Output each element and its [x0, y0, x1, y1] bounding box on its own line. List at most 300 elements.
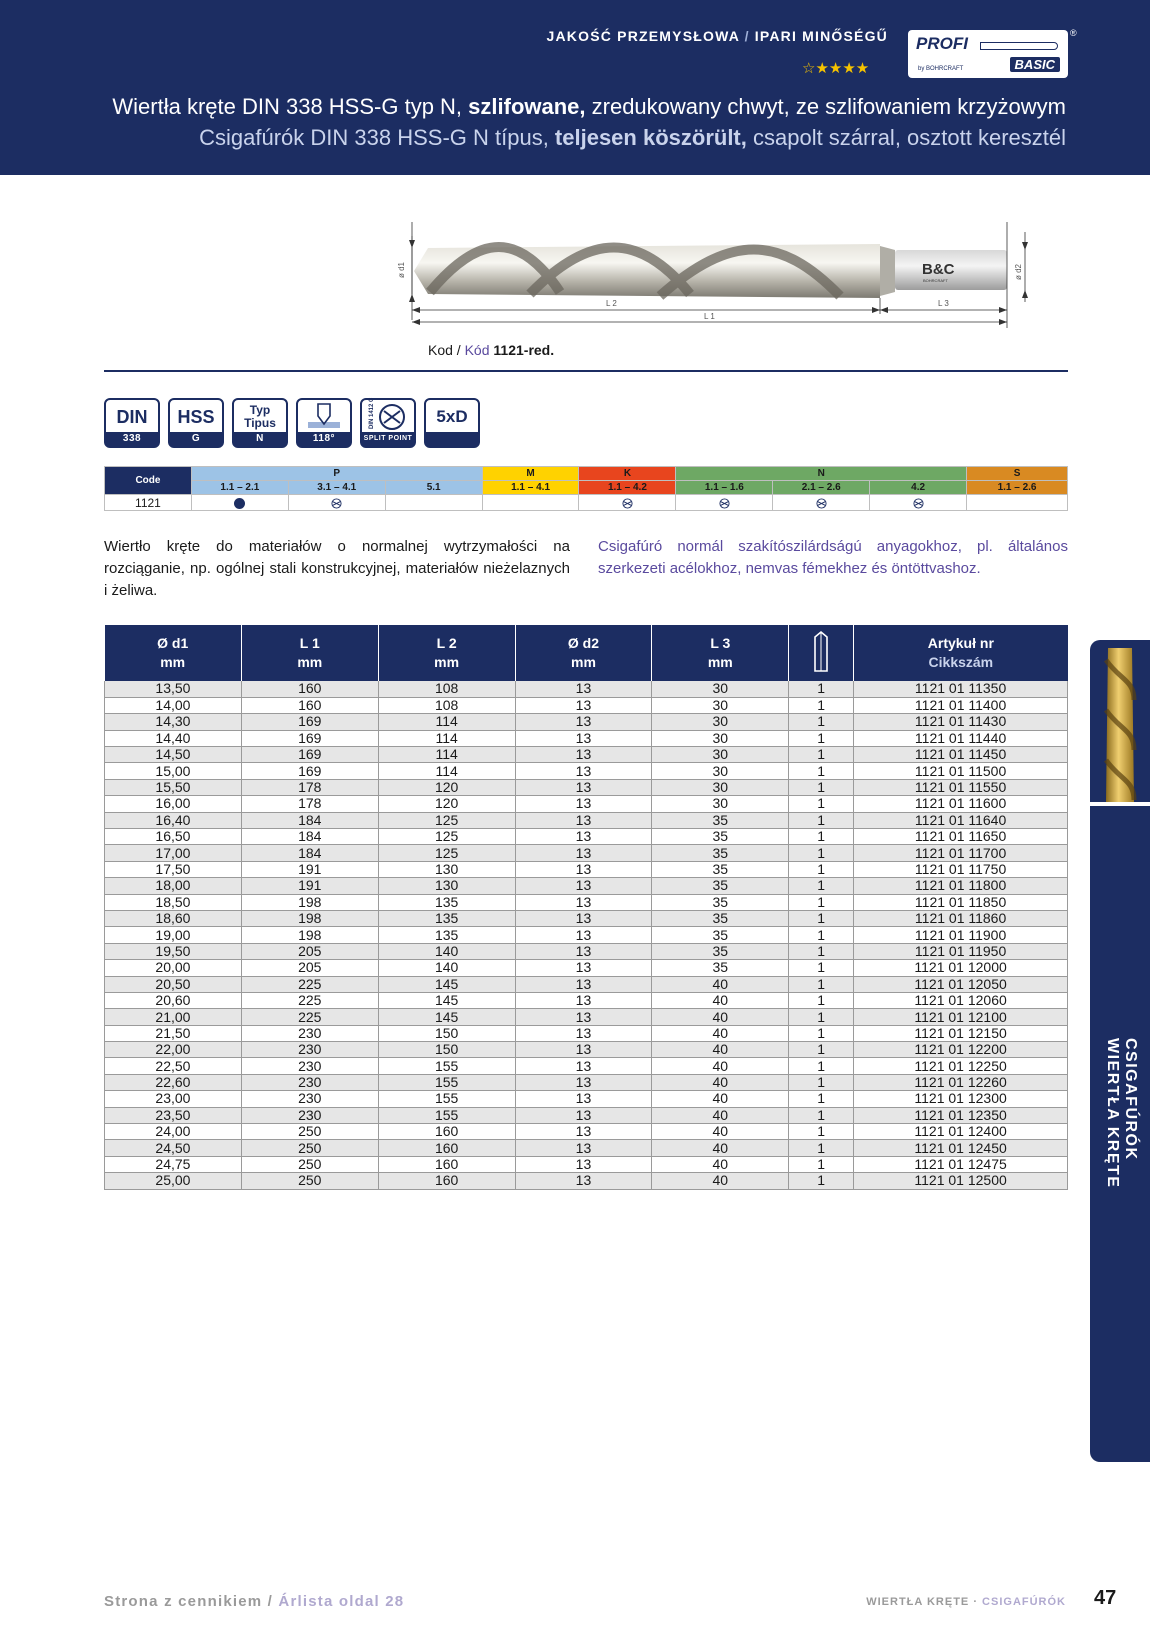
table-cell: 1121 01 12350 [854, 1107, 1068, 1123]
article-table-body [105, 681, 1068, 1189]
title-pl-post: zredukowany chwyt, ze szlifowaniem krzyżowym [585, 94, 1066, 119]
table-cell: 40 [652, 992, 789, 1008]
title-pl-bold: szlifowane, [468, 94, 586, 119]
table-row [105, 1025, 1068, 1041]
table-cell: 35 [652, 927, 789, 943]
table-cell: 18,60 [105, 910, 242, 926]
table-cell: 20,60 [105, 992, 242, 1008]
col-header-unit: mm [571, 654, 596, 670]
page-title-pl [112, 94, 1066, 120]
table-cell: 114 [378, 730, 515, 746]
5xd-icon-top: 5xD [436, 407, 468, 426]
table-row [105, 1091, 1068, 1107]
suitable-symbol-icon [816, 498, 827, 509]
table-cell: 1121 01 12050 [854, 976, 1068, 992]
table-cell: 160 [241, 681, 378, 697]
footer-section-hu: CSIGAFÚRÓK [982, 1596, 1066, 1608]
table-cell: 1121 01 11440 [854, 730, 1068, 746]
header-band [0, 0, 1150, 175]
table-cell: 20,50 [105, 976, 242, 992]
table-cell: 35 [652, 845, 789, 861]
table-cell: 13 [515, 714, 652, 730]
table-cell: 40 [652, 1124, 789, 1140]
table-cell: 35 [652, 960, 789, 976]
section-divider [104, 370, 1068, 372]
table-cell: 130 [378, 878, 515, 894]
type-n-icon [232, 398, 288, 448]
table-row [105, 681, 1068, 697]
table-cell: 1121 01 12450 [854, 1140, 1068, 1156]
profi-basic-logo [908, 30, 1068, 78]
material-group-k: K [579, 467, 676, 481]
code-label-hu: Kód [464, 342, 494, 358]
table-cell: 1121 01 11850 [854, 894, 1068, 910]
table-cell: 160 [378, 1156, 515, 1172]
table-cell: 35 [652, 812, 789, 828]
material-suitability-cell [967, 495, 1068, 511]
table-cell: 250 [241, 1124, 378, 1140]
table-row [105, 796, 1068, 812]
table-cell: 1 [789, 1042, 854, 1058]
table-cell: 30 [652, 730, 789, 746]
table-cell: 191 [241, 878, 378, 894]
table-cell: 155 [378, 1058, 515, 1074]
material-suitability-cell [385, 495, 482, 511]
table-cell: 1 [789, 730, 854, 746]
col-header-unit: mm [297, 654, 323, 670]
table-cell: 40 [652, 1025, 789, 1041]
quality-tag [547, 28, 888, 44]
table-row [105, 960, 1068, 976]
table-cell: 250 [241, 1140, 378, 1156]
table-cell: 13 [515, 1025, 652, 1041]
footer-pricelist [104, 1593, 404, 1610]
type-icon-line2: Tipus [244, 416, 276, 430]
logo-profi: PROFI [916, 34, 968, 53]
table-cell: 13 [515, 1042, 652, 1058]
din-338-icon [104, 398, 160, 448]
col-header-label-hu: Cikkszám [928, 654, 994, 670]
table-cell: 1121 01 12400 [854, 1124, 1068, 1140]
table-cell: 1 [789, 1025, 854, 1041]
table-cell: 40 [652, 1058, 789, 1074]
table-cell: 250 [241, 1173, 378, 1189]
table-cell: 114 [378, 747, 515, 763]
table-cell: 1 [789, 1107, 854, 1123]
drill-drawing [397, 222, 1080, 348]
table-row [105, 1074, 1068, 1090]
table-cell: 1 [789, 697, 854, 713]
table-cell: 35 [652, 878, 789, 894]
table-cell: 1121 01 11750 [854, 861, 1068, 877]
table-cell: 1121 01 11900 [854, 927, 1068, 943]
page-title-hu [199, 125, 1066, 151]
quality-tag-hu: IPARI MINŐSÉGŰ [754, 28, 888, 44]
label-d2: ø d2 [1014, 263, 1023, 280]
table-cell: 1 [789, 1009, 854, 1025]
table-cell: 1 [789, 829, 854, 845]
5xd-icon-bottom [426, 432, 478, 446]
table-cell: 155 [378, 1091, 515, 1107]
table-row [105, 894, 1068, 910]
col-header-d1 [105, 625, 242, 681]
table-cell: 155 [378, 1107, 515, 1123]
table-cell: 160 [378, 1140, 515, 1156]
material-suitability-cell [870, 495, 967, 511]
point-angle-value: 118° [298, 432, 350, 446]
primary-use-dot-icon [234, 498, 245, 509]
material-range-row [105, 481, 1068, 495]
material-row-code: 1121 [105, 495, 192, 511]
col-header-package [789, 625, 854, 681]
table-cell: 40 [652, 1173, 789, 1189]
table-cell: 18,00 [105, 878, 242, 894]
table-cell: 21,50 [105, 1025, 242, 1041]
table-cell: 125 [378, 812, 515, 828]
table-cell: 225 [241, 992, 378, 1008]
suitable-symbol-icon [331, 498, 342, 509]
quality-stars [802, 59, 869, 77]
table-cell: 1 [789, 1124, 854, 1140]
table-cell: 35 [652, 861, 789, 877]
material-suitability-cell [482, 495, 579, 511]
material-group-p: P [191, 467, 482, 481]
table-row [105, 697, 1068, 713]
table-cell: 23,00 [105, 1091, 242, 1107]
table-cell: 15,50 [105, 779, 242, 795]
table-row [105, 976, 1068, 992]
table-cell: 169 [241, 747, 378, 763]
table-cell: 1121 01 11640 [854, 812, 1068, 828]
label-l1: L 1 [704, 312, 715, 321]
table-cell: 21,00 [105, 1009, 242, 1025]
table-cell: 1121 01 12475 [854, 1156, 1068, 1172]
table-cell: 1 [789, 878, 854, 894]
table-cell: 1121 01 11430 [854, 714, 1068, 730]
table-cell: 169 [241, 730, 378, 746]
quality-tag-sep: / [739, 28, 755, 44]
star-full-icon: ★★★★ [815, 60, 870, 77]
table-row [105, 829, 1068, 845]
table-cell: 24,50 [105, 1140, 242, 1156]
table-cell: 13 [515, 812, 652, 828]
table-cell: 160 [241, 697, 378, 713]
col-header-unit: mm [707, 654, 733, 670]
table-cell: 1121 01 11400 [854, 697, 1068, 713]
title-hu-pre: Csigafúrók DIN 338 HSS-G N típus, [199, 125, 555, 150]
table-row [105, 812, 1068, 828]
table-cell: 178 [241, 796, 378, 812]
table-cell: 13 [515, 976, 652, 992]
table-cell: 13 [515, 927, 652, 943]
label-d1: ø d1 [397, 261, 406, 278]
registered-mark: ® [1070, 28, 1077, 38]
description-hu: Csigafúró normál szakítószilárdságú anyagokhoz, pl. általános szerkezeti acélokhoz, nemvas fémekhez és öntöttvashoz. [598, 538, 1068, 577]
table-cell: 120 [378, 796, 515, 812]
table-cell: 150 [378, 1025, 515, 1041]
type-icon-line1: Typ [249, 403, 271, 417]
table-cell: 230 [241, 1042, 378, 1058]
table-cell: 15,00 [105, 763, 242, 779]
table-cell: 13 [515, 1074, 652, 1090]
table-cell: 1 [789, 894, 854, 910]
col-header-article [854, 625, 1068, 681]
tin-drill-icon [1090, 640, 1150, 802]
material-range: 5.1 [385, 481, 482, 495]
table-cell: 169 [241, 714, 378, 730]
table-cell: 230 [241, 1091, 378, 1107]
table-cell: 24,75 [105, 1156, 242, 1172]
table-cell: 1121 01 12000 [854, 960, 1068, 976]
material-range: 3.1 – 4.1 [288, 481, 385, 495]
table-cell: 198 [241, 894, 378, 910]
table-cell: 1 [789, 1074, 854, 1090]
table-cell: 160 [378, 1124, 515, 1140]
table-cell: 16,40 [105, 812, 242, 828]
table-cell: 13,50 [105, 681, 242, 697]
table-cell: 225 [241, 976, 378, 992]
table-cell: 150 [378, 1042, 515, 1058]
col-header-label: L 3 [710, 635, 731, 651]
table-cell: 198 [241, 927, 378, 943]
table-cell: 13 [515, 829, 652, 845]
table-row [105, 1124, 1068, 1140]
table-cell: 1 [789, 992, 854, 1008]
table-cell: 13 [515, 730, 652, 746]
table-cell: 250 [241, 1156, 378, 1172]
table-cell: 1121 01 12300 [854, 1091, 1068, 1107]
col-header-l3 [652, 625, 789, 681]
table-cell: 13 [515, 763, 652, 779]
table-cell: 1121 01 12060 [854, 992, 1068, 1008]
table-cell: 169 [241, 763, 378, 779]
type-icon-top [234, 400, 286, 434]
table-cell: 14,00 [105, 697, 242, 713]
code-label-pl: Kod / [428, 342, 465, 358]
table-cell: 1 [789, 714, 854, 730]
table-cell: 178 [241, 779, 378, 795]
col-header-l1 [241, 625, 378, 681]
title-pl-pre: Wiertła kręte DIN 338 HSS-G typ N, [112, 94, 469, 119]
5xd-icon [424, 398, 480, 448]
table-cell: 1121 01 12150 [854, 1025, 1068, 1041]
table-cell: 184 [241, 829, 378, 845]
table-cell: 1 [789, 779, 854, 795]
material-range: 1.1 – 4.1 [482, 481, 579, 495]
table-cell: 1 [789, 1091, 854, 1107]
table-cell: 1 [789, 1173, 854, 1189]
table-cell: 19,00 [105, 927, 242, 943]
table-cell: 1 [789, 796, 854, 812]
table-cell: 230 [241, 1025, 378, 1041]
table-cell: 1 [789, 943, 854, 959]
table-cell: 14,40 [105, 730, 242, 746]
col-header-l2 [378, 625, 515, 681]
table-cell: 1 [789, 1140, 854, 1156]
footer-pricelist-hu: Árlista oldal 28 [278, 1593, 405, 1610]
table-cell: 230 [241, 1107, 378, 1123]
point-angle-drawing [298, 400, 350, 434]
table-cell: 1 [789, 960, 854, 976]
material-range: 2.1 – 2.6 [773, 481, 870, 495]
label-l3: L 3 [938, 299, 949, 308]
table-cell: 1 [789, 1058, 854, 1074]
table-row [105, 1173, 1068, 1189]
table-cell: 16,00 [105, 796, 242, 812]
din-icon-bottom: 338 [106, 432, 158, 446]
table-cell: 1121 01 11550 [854, 779, 1068, 795]
table-cell: 1 [789, 861, 854, 877]
table-cell: 1121 01 12200 [854, 1042, 1068, 1058]
col-header-label: Ø d2 [567, 635, 600, 651]
suitable-symbol-icon [719, 498, 730, 509]
table-cell: 1 [789, 812, 854, 828]
table-cell: 19,50 [105, 943, 242, 959]
table-cell: 13 [515, 681, 652, 697]
table-cell: 198 [241, 910, 378, 926]
table-cell: 1121 01 11800 [854, 878, 1068, 894]
table-row [105, 1140, 1068, 1156]
table-cell: 13 [515, 894, 652, 910]
table-cell: 145 [378, 1009, 515, 1025]
drill-neck [880, 246, 895, 296]
table-row [105, 763, 1068, 779]
table-cell: 13 [515, 1140, 652, 1156]
col-header-d2 [515, 625, 652, 681]
table-cell: 145 [378, 976, 515, 992]
col-header-unit: mm [160, 654, 186, 670]
table-cell: 30 [652, 697, 789, 713]
material-range: 1.1 – 2.6 [967, 481, 1068, 495]
suitable-symbol-icon [913, 498, 924, 509]
material-range: 1.1 – 4.2 [579, 481, 676, 495]
table-cell: 1 [789, 747, 854, 763]
table-cell: 130 [378, 861, 515, 877]
footer-section-pl: WIERTŁA KRĘTE · [866, 1596, 983, 1608]
table-cell: 40 [652, 1074, 789, 1090]
table-cell: 135 [378, 927, 515, 943]
table-row [105, 779, 1068, 795]
side-tab-label-pl: WIERTŁA KRĘTE [1104, 1038, 1121, 1189]
table-cell: 160 [378, 1173, 515, 1189]
table-cell: 17,00 [105, 845, 242, 861]
material-suitability-cell [773, 495, 870, 511]
table-cell: 13 [515, 1124, 652, 1140]
side-tab-drill-image [1090, 640, 1150, 802]
page-number: 47 [1094, 1587, 1117, 1609]
table-cell: 140 [378, 943, 515, 959]
logo-basic: BASIC [1010, 57, 1060, 72]
table-cell: 30 [652, 714, 789, 730]
table-cell: 13 [515, 1009, 652, 1025]
table-cell: 13 [515, 992, 652, 1008]
table-cell: 22,50 [105, 1058, 242, 1074]
material-suitability-cell [579, 495, 676, 511]
table-cell: 13 [515, 1156, 652, 1172]
table-cell: 1 [789, 763, 854, 779]
table-cell: 14,30 [105, 714, 242, 730]
table-cell: 184 [241, 845, 378, 861]
table-cell: 1121 01 11700 [854, 845, 1068, 861]
material-suitability-cell [676, 495, 773, 511]
table-cell: 13 [515, 779, 652, 795]
split-point-label: SPLIT POINT [362, 432, 414, 446]
din-icon-top: DIN [116, 406, 148, 427]
table-cell: 35 [652, 943, 789, 959]
label-l2: L 2 [606, 299, 617, 308]
package-icon [812, 629, 830, 673]
table-cell: 1121 01 11450 [854, 747, 1068, 763]
table-cell: 18,50 [105, 894, 242, 910]
table-cell: 30 [652, 747, 789, 763]
title-hu-bold: teljesen köszörült, [554, 125, 747, 150]
split-point-symbol-icon [366, 397, 410, 433]
table-cell: 191 [241, 861, 378, 877]
table-row [105, 1009, 1068, 1025]
table-row [105, 747, 1068, 763]
table-row [105, 992, 1068, 1008]
table-cell: 1121 01 11860 [854, 910, 1068, 926]
table-cell: 24,00 [105, 1124, 242, 1140]
table-cell: 13 [515, 845, 652, 861]
table-row [105, 910, 1068, 926]
side-tab-label [1094, 1038, 1146, 1238]
quality-tag-pl: JAKOŚĆ PRZEMYSŁOWA [546, 28, 740, 44]
table-cell: 22,00 [105, 1042, 242, 1058]
table-cell: 30 [652, 779, 789, 795]
table-cell: 35 [652, 910, 789, 926]
table-cell: 230 [241, 1058, 378, 1074]
table-cell: 35 [652, 829, 789, 845]
description-pl: Wiertło kręte do materiałów o normalnej wytrzymałości na rozciąganie, np. ogólnej stali konstrukcyjnej, materiałów nieżelaznych i żeliwa. [104, 538, 570, 599]
split-point-din: DIN 1412 C [369, 397, 375, 429]
article-table [104, 625, 1068, 1190]
table-cell: 1121 01 11350 [854, 681, 1068, 697]
table-cell: 14,50 [105, 747, 242, 763]
table-cell: 1 [789, 910, 854, 926]
material-suitability-row [105, 495, 1068, 511]
table-cell: 135 [378, 910, 515, 926]
logo-byline: by BOHRCRAFT [918, 66, 964, 72]
table-cell: 120 [378, 779, 515, 795]
table-cell: 13 [515, 796, 652, 812]
hss-g-icon [168, 398, 224, 448]
table-cell: 13 [515, 878, 652, 894]
table-row [105, 878, 1068, 894]
table-cell: 135 [378, 894, 515, 910]
table-cell: 1121 01 11950 [854, 943, 1068, 959]
table-cell: 13 [515, 943, 652, 959]
table-cell: 13 [515, 697, 652, 713]
table-cell: 13 [515, 861, 652, 877]
type-icon-bottom: N [234, 432, 286, 446]
table-row [105, 1107, 1068, 1123]
table-cell: 140 [378, 960, 515, 976]
table-cell: 1 [789, 976, 854, 992]
table-cell: 114 [378, 714, 515, 730]
table-row [105, 1058, 1068, 1074]
table-row [105, 730, 1068, 746]
table-cell: 1 [789, 845, 854, 861]
drill-brand: B&C [922, 261, 955, 278]
table-cell: 30 [652, 681, 789, 697]
table-row [105, 714, 1068, 730]
table-cell: 205 [241, 960, 378, 976]
article-table-header [105, 625, 1068, 681]
material-suitability-cell [191, 495, 288, 511]
footer-section [866, 1596, 1066, 1608]
code-value: 1121-red. [493, 342, 555, 358]
